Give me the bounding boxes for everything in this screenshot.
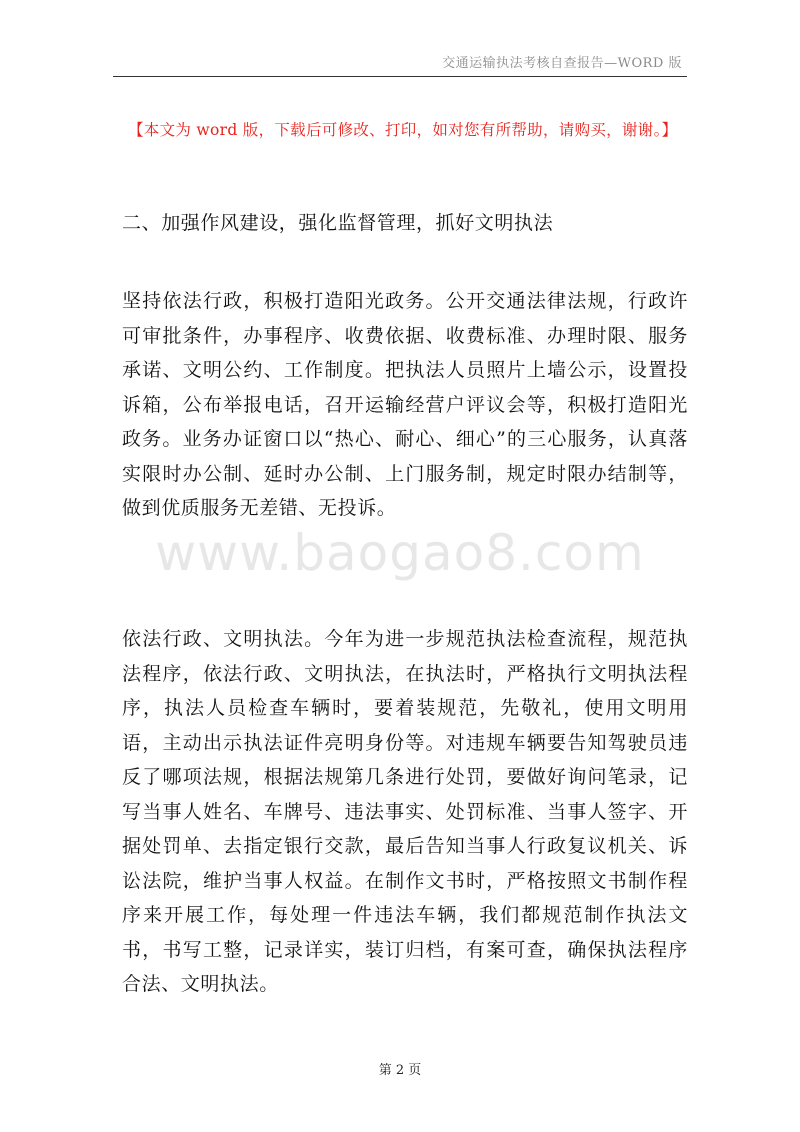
paragraph-law-enforcement: 依法行政、文明执法。今年为进一步规范执法检查流程，规范执法程序，依法行政、文明执法，在执法时，严格执行文明执法程序，执法人员检查车辆时，要着装规范，先敬礼，使用文明用语，主动出示执法证件亮明身份等。对违规车辆要告知驾驶员违反了哪项法规，根据法规第几条进行处罚，要做好询问笔录，记写当事人姓名、车牌号、违法事实、处罚标准、当事人签字、开据处罚单、去指定银行交款，最后告知当事人行政复议机关、诉讼法院，维护当事人权益。在制作文书时，严格按照文书制作程序来开展工作，每处理一件违法车辆，我们都规范制作执法文书，书写工整，记录详实，装订归档，有案可查，确保执法程序合法、文明执法。	[122, 628, 688, 995]
watermark: www.baogao8.com	[155, 524, 645, 582]
page-number: 第 2 页	[378, 1063, 422, 1078]
paragraph-transparency: 坚持依法行政，积极打造阳光政务。公开交通法律法规，行政许可审批条件，办事程序、收费依据、收费标准、办理时限、服务承诺、文明公约、工作制度。把执法人员照片上墙公示，设置投诉箱，公布举报电话，召开运输经营户评议会等，积极打造阳光政务。业务办证窗口以“热心、耐心、细心”的三心服务，认真落实限时办公制、延时办公制、上门服务制，规定时限办结制等，做到优质服务无差错、无投诉。	[122, 290, 688, 519]
purchase-notice: 【本文为 word 版，下载后可修改、打印，如对您有所帮助，请购买，谢谢。】	[128, 121, 678, 139]
header-divider	[113, 76, 687, 77]
section-heading: 二、加强作风建设，强化监督管理，抓好文明执法	[122, 212, 554, 234]
header-title: 交通运输执法考核自查报告—WORD 版	[442, 56, 682, 71]
